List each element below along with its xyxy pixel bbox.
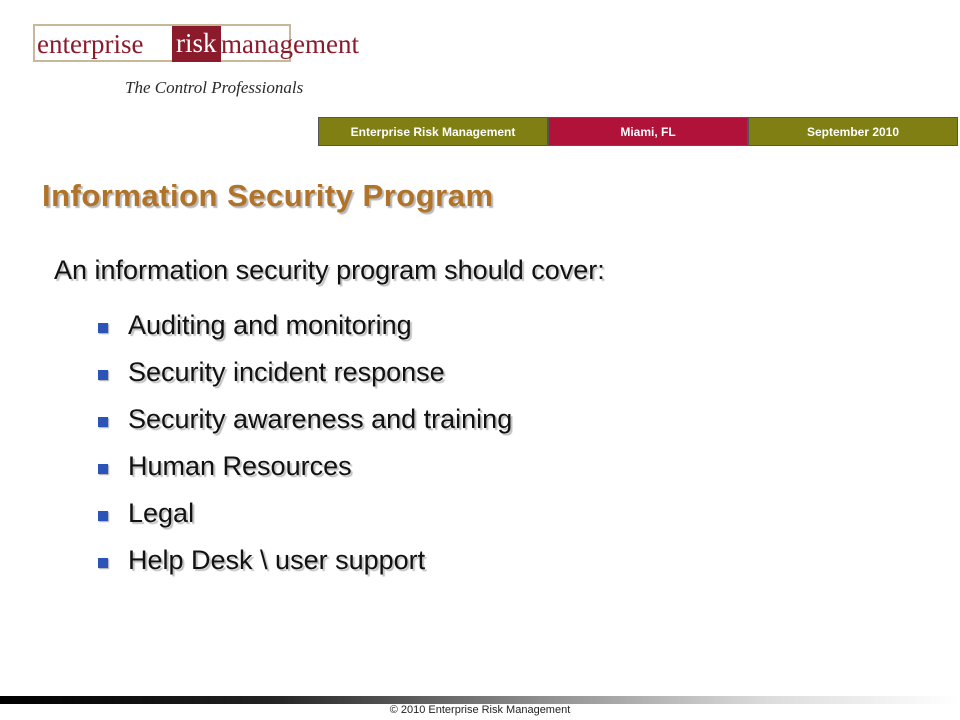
square-bullet-icon bbox=[98, 323, 108, 333]
logo-frame bbox=[33, 24, 359, 62]
bullet-item bbox=[98, 443, 512, 490]
logo-word-risk: risk bbox=[172, 26, 221, 62]
header-company-cell: Enterprise Risk Management bbox=[318, 117, 548, 146]
bullet-list bbox=[98, 302, 512, 584]
slide-title: Information Security Program bbox=[42, 178, 494, 213]
header-location-cell: Miami, FL bbox=[548, 117, 748, 146]
bullet-item bbox=[98, 302, 512, 349]
bullet-item bbox=[98, 537, 512, 584]
logo-tagline: The Control Professionals bbox=[125, 78, 304, 97]
logo-word-enterprise: enterprise bbox=[37, 29, 144, 59]
bullet-text: Security awareness and training bbox=[128, 404, 513, 434]
slide-intro: An information security program should cover: bbox=[54, 255, 605, 285]
bullet-item bbox=[98, 490, 512, 537]
bullet-text: Security incident response bbox=[128, 357, 445, 387]
bullet-text: Auditing and monitoring bbox=[128, 310, 412, 340]
square-bullet-icon bbox=[98, 417, 108, 427]
bullet-text: Human Resources bbox=[128, 451, 352, 481]
bullet-item bbox=[98, 396, 512, 443]
square-bullet-icon bbox=[98, 558, 108, 568]
header-date-cell: September 2010 bbox=[748, 117, 958, 146]
footer-gradient-bar bbox=[0, 696, 960, 704]
bullet-text: Legal bbox=[128, 498, 195, 528]
logo-word-management: management bbox=[221, 29, 359, 59]
square-bullet-icon bbox=[98, 370, 108, 380]
square-bullet-icon bbox=[98, 511, 108, 521]
square-bullet-icon bbox=[98, 464, 108, 474]
bullet-item bbox=[98, 349, 512, 396]
bullet-text: Help Desk \ user support bbox=[128, 545, 426, 575]
footer-copyright: © 2010 Enterprise Risk Management bbox=[389, 704, 571, 716]
company-logo bbox=[33, 24, 359, 100]
